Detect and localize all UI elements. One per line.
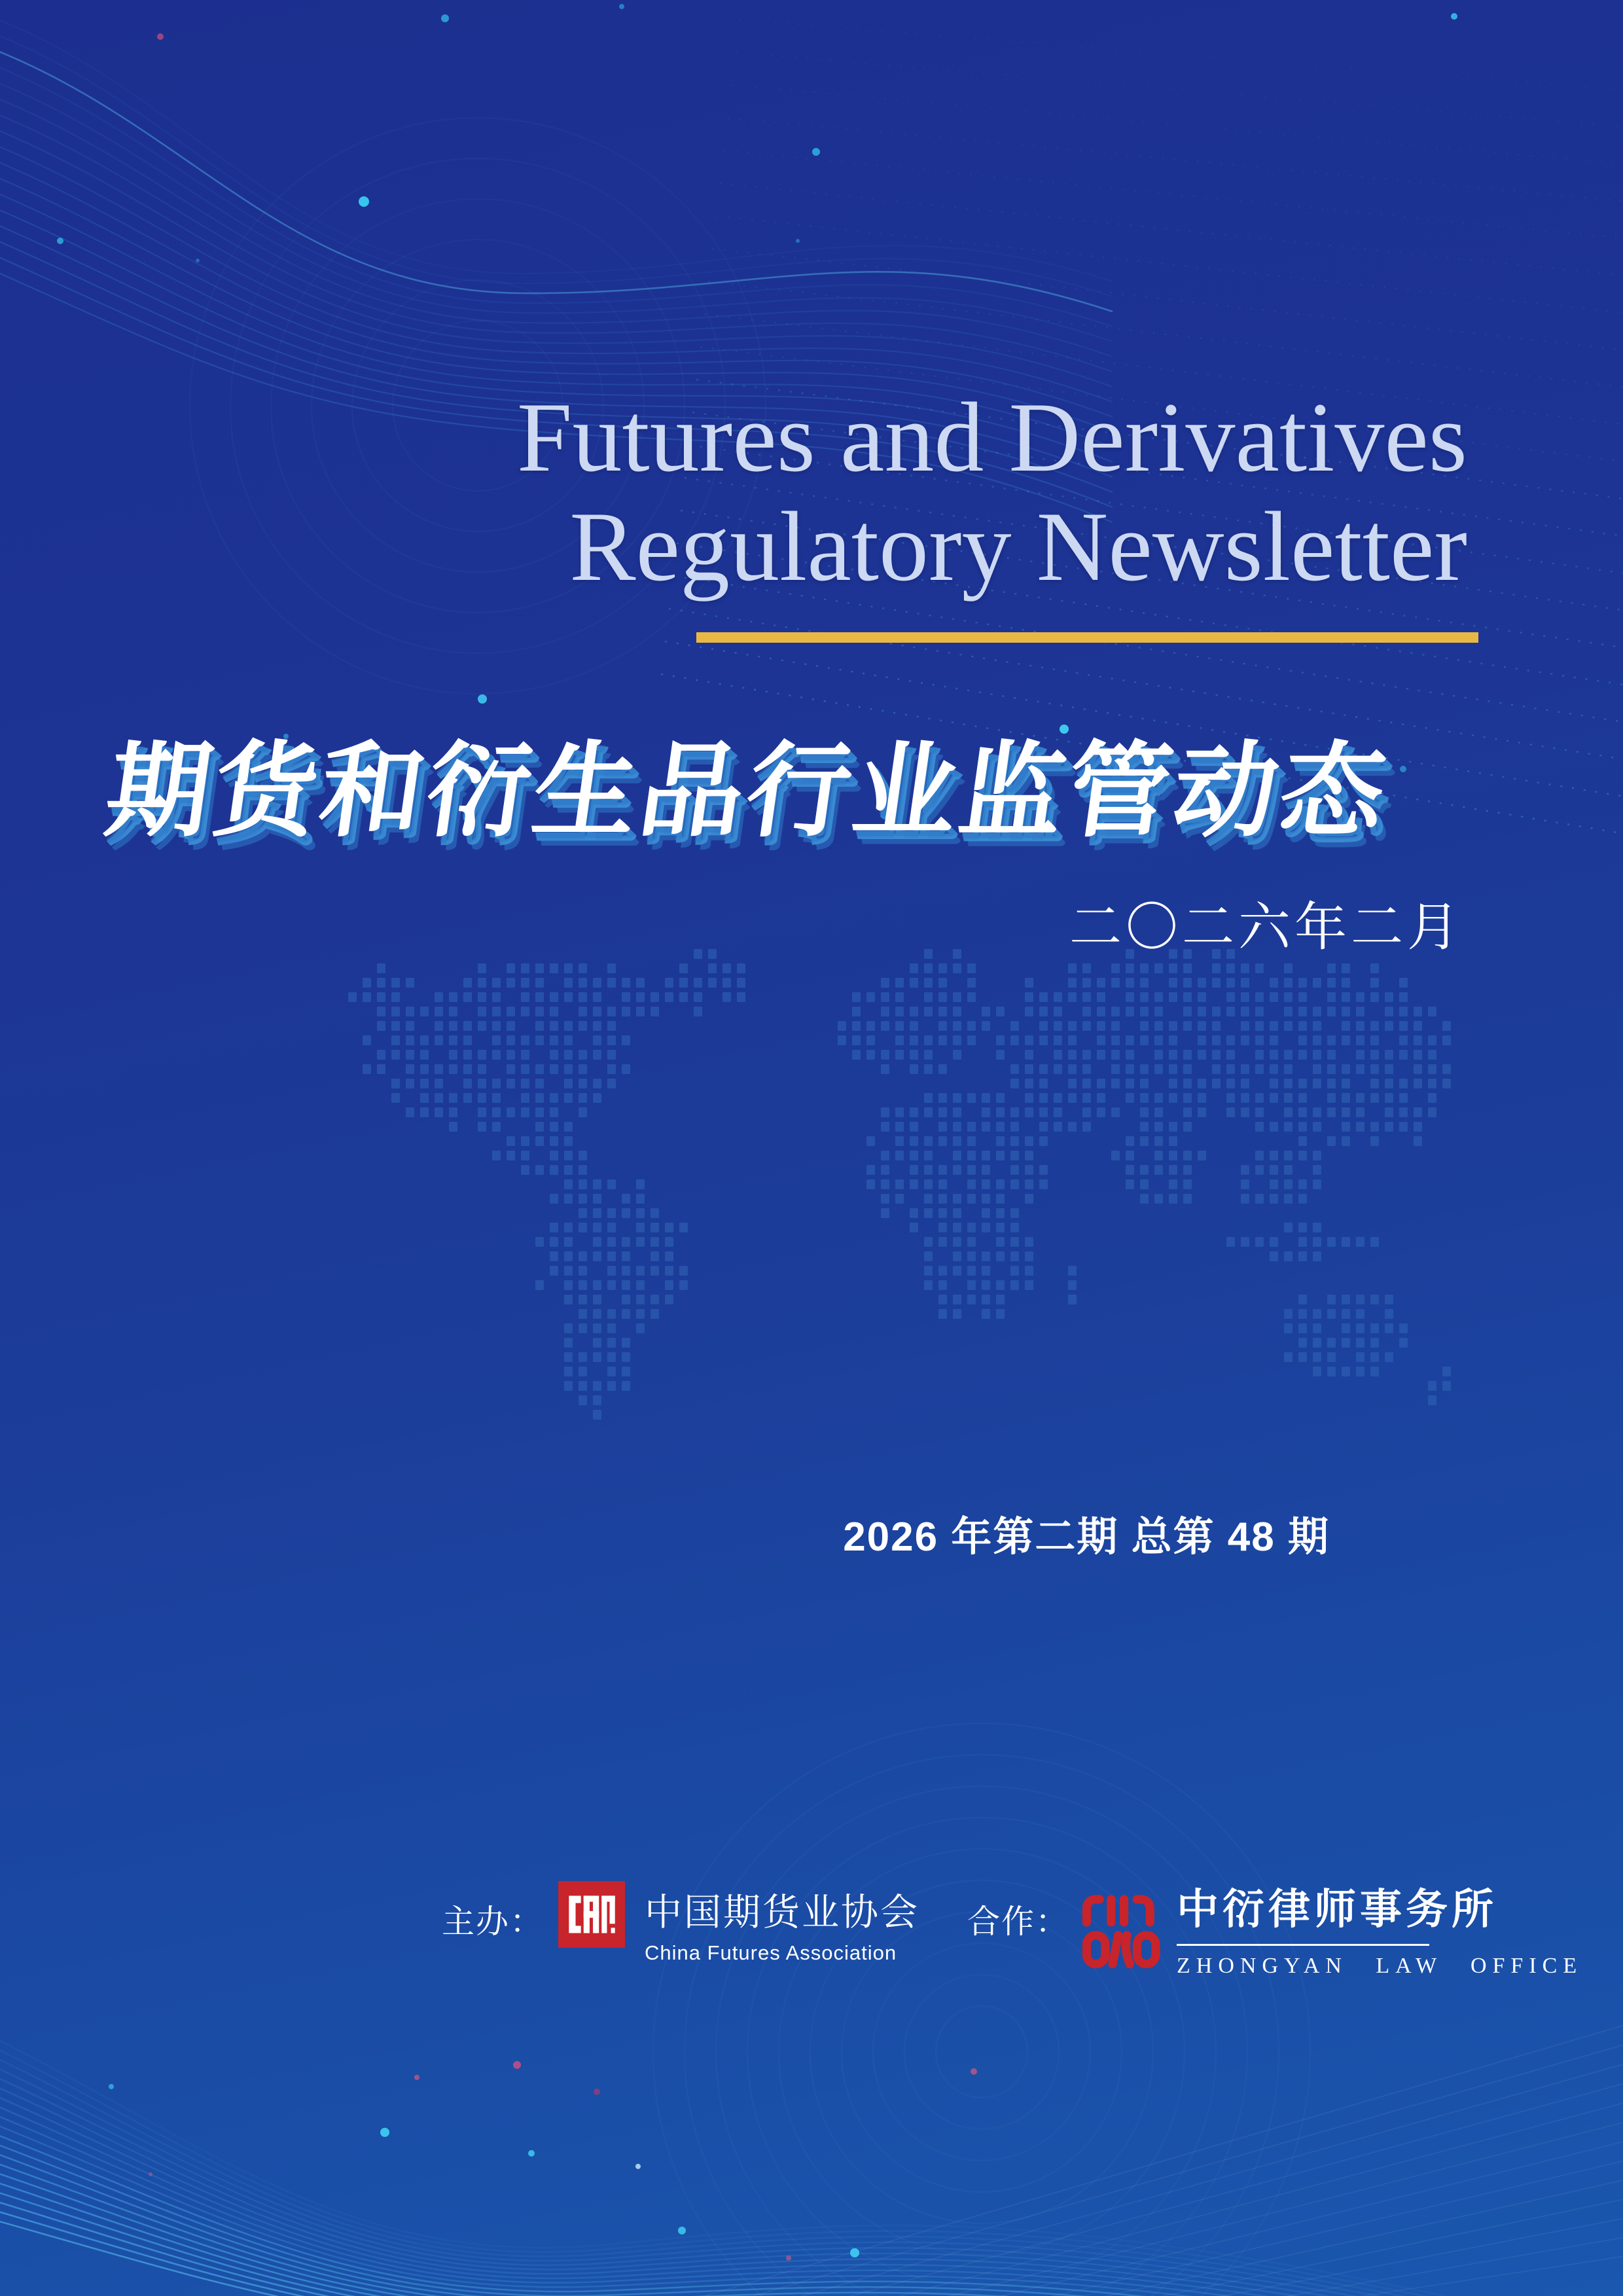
partner-organization — [1177, 1876, 1582, 1979]
issue-number: 2026 年第二期 总第 48 期 — [843, 1515, 1330, 1560]
english-title — [517, 383, 1467, 601]
issue-date: 二〇二六年二月 — [1069, 898, 1463, 956]
partner-name-en: ZHONGYAN LAW OFFICE — [1177, 1954, 1583, 1978]
zhongyan-logo-icon — [1077, 1889, 1163, 1970]
host-label: 主办： — [442, 1903, 544, 1940]
english-title-line2: Regulatory Newsletter — [569, 492, 1467, 602]
host-name-en: China Futures Association — [645, 1941, 897, 1964]
host-organization — [645, 1882, 919, 1965]
host-name-cn: 中国期货业协会 — [645, 1892, 919, 1933]
cfa-logo-icon — [558, 1881, 625, 1948]
partner-label: 合作： — [967, 1903, 1069, 1940]
world-map-dots — [334, 949, 1472, 1482]
partner-name-cn: 中衍律师事务所 — [1177, 1886, 1497, 1933]
gold-divider — [696, 632, 1478, 643]
english-title-line1: Futures and Derivatives — [516, 382, 1467, 492]
partner-divider-rule — [1177, 1944, 1429, 1946]
chinese-title: 期货和衍生品行业监管动态 期货和衍生品行业监管动态 — [98, 708, 1546, 857]
